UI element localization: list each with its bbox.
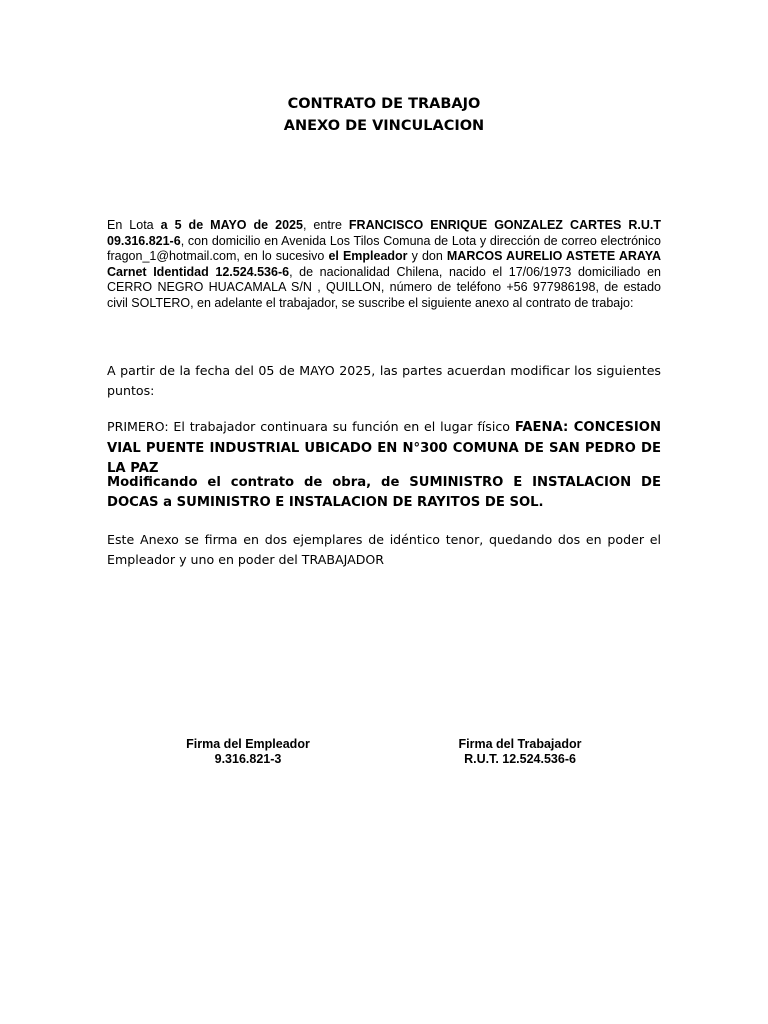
workplace-location: FAENA: CONCESION VIAL PUENTE INDUSTRIAL UBICADO EN N°300 COMUNA DE SAN PEDRO DE LA PAZ bbox=[107, 420, 662, 476]
intro-text: y don bbox=[407, 249, 447, 263]
modification-paragraph: A partir de la fecha del 05 de MAYO 2025, las partes acuerdan modificar los siguientes puntos: bbox=[107, 363, 661, 398]
worker-name: MARCOS AURELIO ASTETE ARAYA Carnet Identidad 12.524.536-6 bbox=[107, 249, 661, 279]
document-title: CONTRATO DE TRABAJO bbox=[287, 96, 481, 112]
employer-signature-label: Firma del Empleador bbox=[186, 737, 310, 751]
intro-paragraph bbox=[107, 218, 661, 311]
document-subtitle: ANEXO DE VINCULACION bbox=[283, 118, 485, 134]
modified-contract-paragraph: Modificando el contrato de obra, de SUMINISTRO E INSTALACION DE DOCAS a SUMINISTRO E INSTALACION DE RAYITOS DE SOL. bbox=[107, 475, 661, 510]
intro-text: En Lota bbox=[107, 218, 161, 232]
employer-name: FRANCISCO ENRIQUE GONZALEZ CARTES R.U.T 09.316.821-6 bbox=[107, 218, 661, 248]
contract-date: a 5 de MAYO de 2025 bbox=[160, 218, 303, 232]
employer-signature-id: 9.316.821-3 bbox=[214, 752, 282, 766]
closing-paragraph: Este Anexo se firma en dos ejemplares de idéntico tenor, quedando dos en poder el Empleador y uno en poder del TRABAJADOR bbox=[107, 532, 661, 567]
primero-paragraph bbox=[107, 417, 661, 479]
intro-text: , con domicilio en Avenida Los Tilos Comuna de Lota y dirección de correo electrónico fragon_1@hotmail.com, en lo sucesivo bbox=[107, 233, 661, 263]
intro-text: , de nacionalidad Chilena, nacido el 17/06/1973 domiciliado en CERRO NEGRO HUACAMALA S/N , QUILLON, número de teléfono +56 977986198, de estado civil SOLTERO, en adelante el trabajador, se suscribe el siguiente anexo al contrato de trabajo: bbox=[107, 264, 661, 310]
employer-role: el Empleador bbox=[328, 249, 408, 263]
worker-signature-label: Firma del Trabajador bbox=[458, 737, 582, 751]
primero-text: PRIMERO: El trabajador continuara su función en el lugar físico bbox=[107, 419, 515, 434]
worker-signature-id: R.U.T. 12.524.536-6 bbox=[464, 752, 576, 766]
worker-signature-block bbox=[400, 737, 640, 767]
intro-text: , entre bbox=[302, 218, 349, 232]
employer-signature-block bbox=[128, 737, 368, 767]
